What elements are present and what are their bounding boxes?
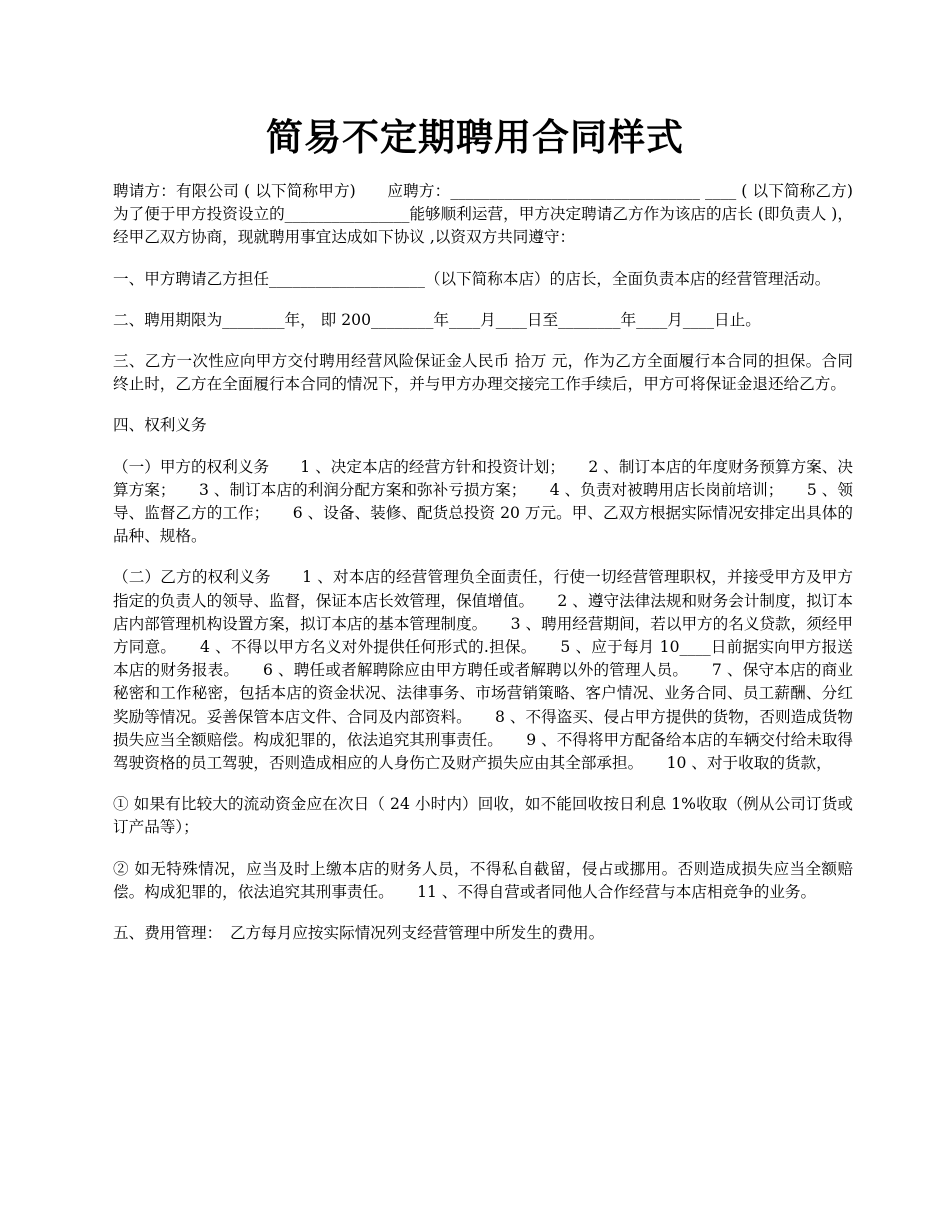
clause-1-paragraph: 一、甲方聘请乙方担任____________________（以下简称本店）的店长，全面负责本店的经营管理活动。 bbox=[113, 269, 831, 288]
preamble-paragraph: 聘请方：有限公司 ( 以下简称甲方) 应聘方：________________________________ ____ ( 以下简称乙方) 为了便于甲方投资设立的________________能够顺利运营，甲方决定聘请乙方作为该店的店长 (即负责人 )，经甲乙双方协商，现就聘用事宜达成如下协议 ,以资双方共同遵守： bbox=[113, 182, 885, 247]
clause-3-paragraph: 三、乙方一次性应向甲方交付聘用经营风险保证金人民币 拾万 元，作为乙方全面履行本合同的担保。合同终止时，乙方在全面履行本合同的情况下，并与甲方办理交接完工作手续后，甲方可将保证金退还给乙方。 bbox=[113, 352, 853, 394]
payment-item-2-paragraph: ② 如无特殊情况，应当及时上缴本店的财务人员，不得私自截留，侵占或挪用。否则造成损失应当全额赔偿。构成犯罪的，依法追究其刑事责任。 11 、不得自营或者同他人合作经营与本店相竞争的业务。 bbox=[113, 859, 853, 901]
party-a-rights-paragraph: （一）甲方的权利义务 1 、决定本店的经营方针和投资计划； 2 、制订本店的年度财务预算方案、决算方案； 3 、制订本店的利润分配方案和弥补亏损方案； 4 、负责对被聘用店长岗前培训； 5 、领导、监督乙方的工作； 6 、设备、装修、配货总投资 20 万元。甲、乙双方根据实际情况安排定出具体的品种、规格。 bbox=[113, 457, 853, 546]
party-b-rights-paragraph: （二）乙方的权利义务 1 、对本店的经营管理负全面责任，行使一切经营管理职权，并接受甲方及甲方指定的负责人的领导、监督，保证本店长效管理，保值增值。 2 、遵守法律法规和财务会计制度，拟订本店内部管理机构设置方案，拟订本店的基本管理制度。 3 、聘用经营期间，若以甲方的名义贷款，须经甲方同意。 4 、不得以甲方名义对外提供任何形式的.担保。 5 、应于每月 10____日前据实向甲方报送本店的财务报表。 6 、聘任或者解聘除应由甲方聘任或者解聘以外的管理人员。 7 、保守本店的商业秘密和工作秘密，包括本店的资金状况、法律事务、市场营销策略、客户情况、业务合同、员工薪酬、分红奖励等情况。妥善保管本店文件、合同及内部资料。 8 、不得盗买、侵占甲方提供的货物，否则造成货物损失应当全额赔偿。构成犯罪的，依法追究其刑事责任。 9 、不得将甲方配备给本店的车辆交付给未取得驾驶资格的员工驾驶，否则造成相应的人身伤亡及财产损失应由其全部承担。 10 、对于收取的货款， bbox=[113, 568, 853, 773]
clause-2-paragraph: 二、聘用期限为________年， 即 200________年____月____日至________年____月____日止。 bbox=[113, 310, 761, 329]
document-title: 简易不定期聘用合同样式 bbox=[266, 115, 684, 159]
payment-item-1-paragraph: ① 如果有比较大的流动资金应在次日（ 24 小时内）回收，如不能回收按日利息 1%收取（例从公司订货或订产品等）； bbox=[113, 795, 853, 837]
clause-4-heading: 四、权利义务 bbox=[113, 416, 207, 435]
clause-5-paragraph: 五、费用管理： 乙方每月应按实际情况列支经营管理中所发生的费用。 bbox=[113, 924, 605, 943]
document-body bbox=[113, 180, 885, 963]
